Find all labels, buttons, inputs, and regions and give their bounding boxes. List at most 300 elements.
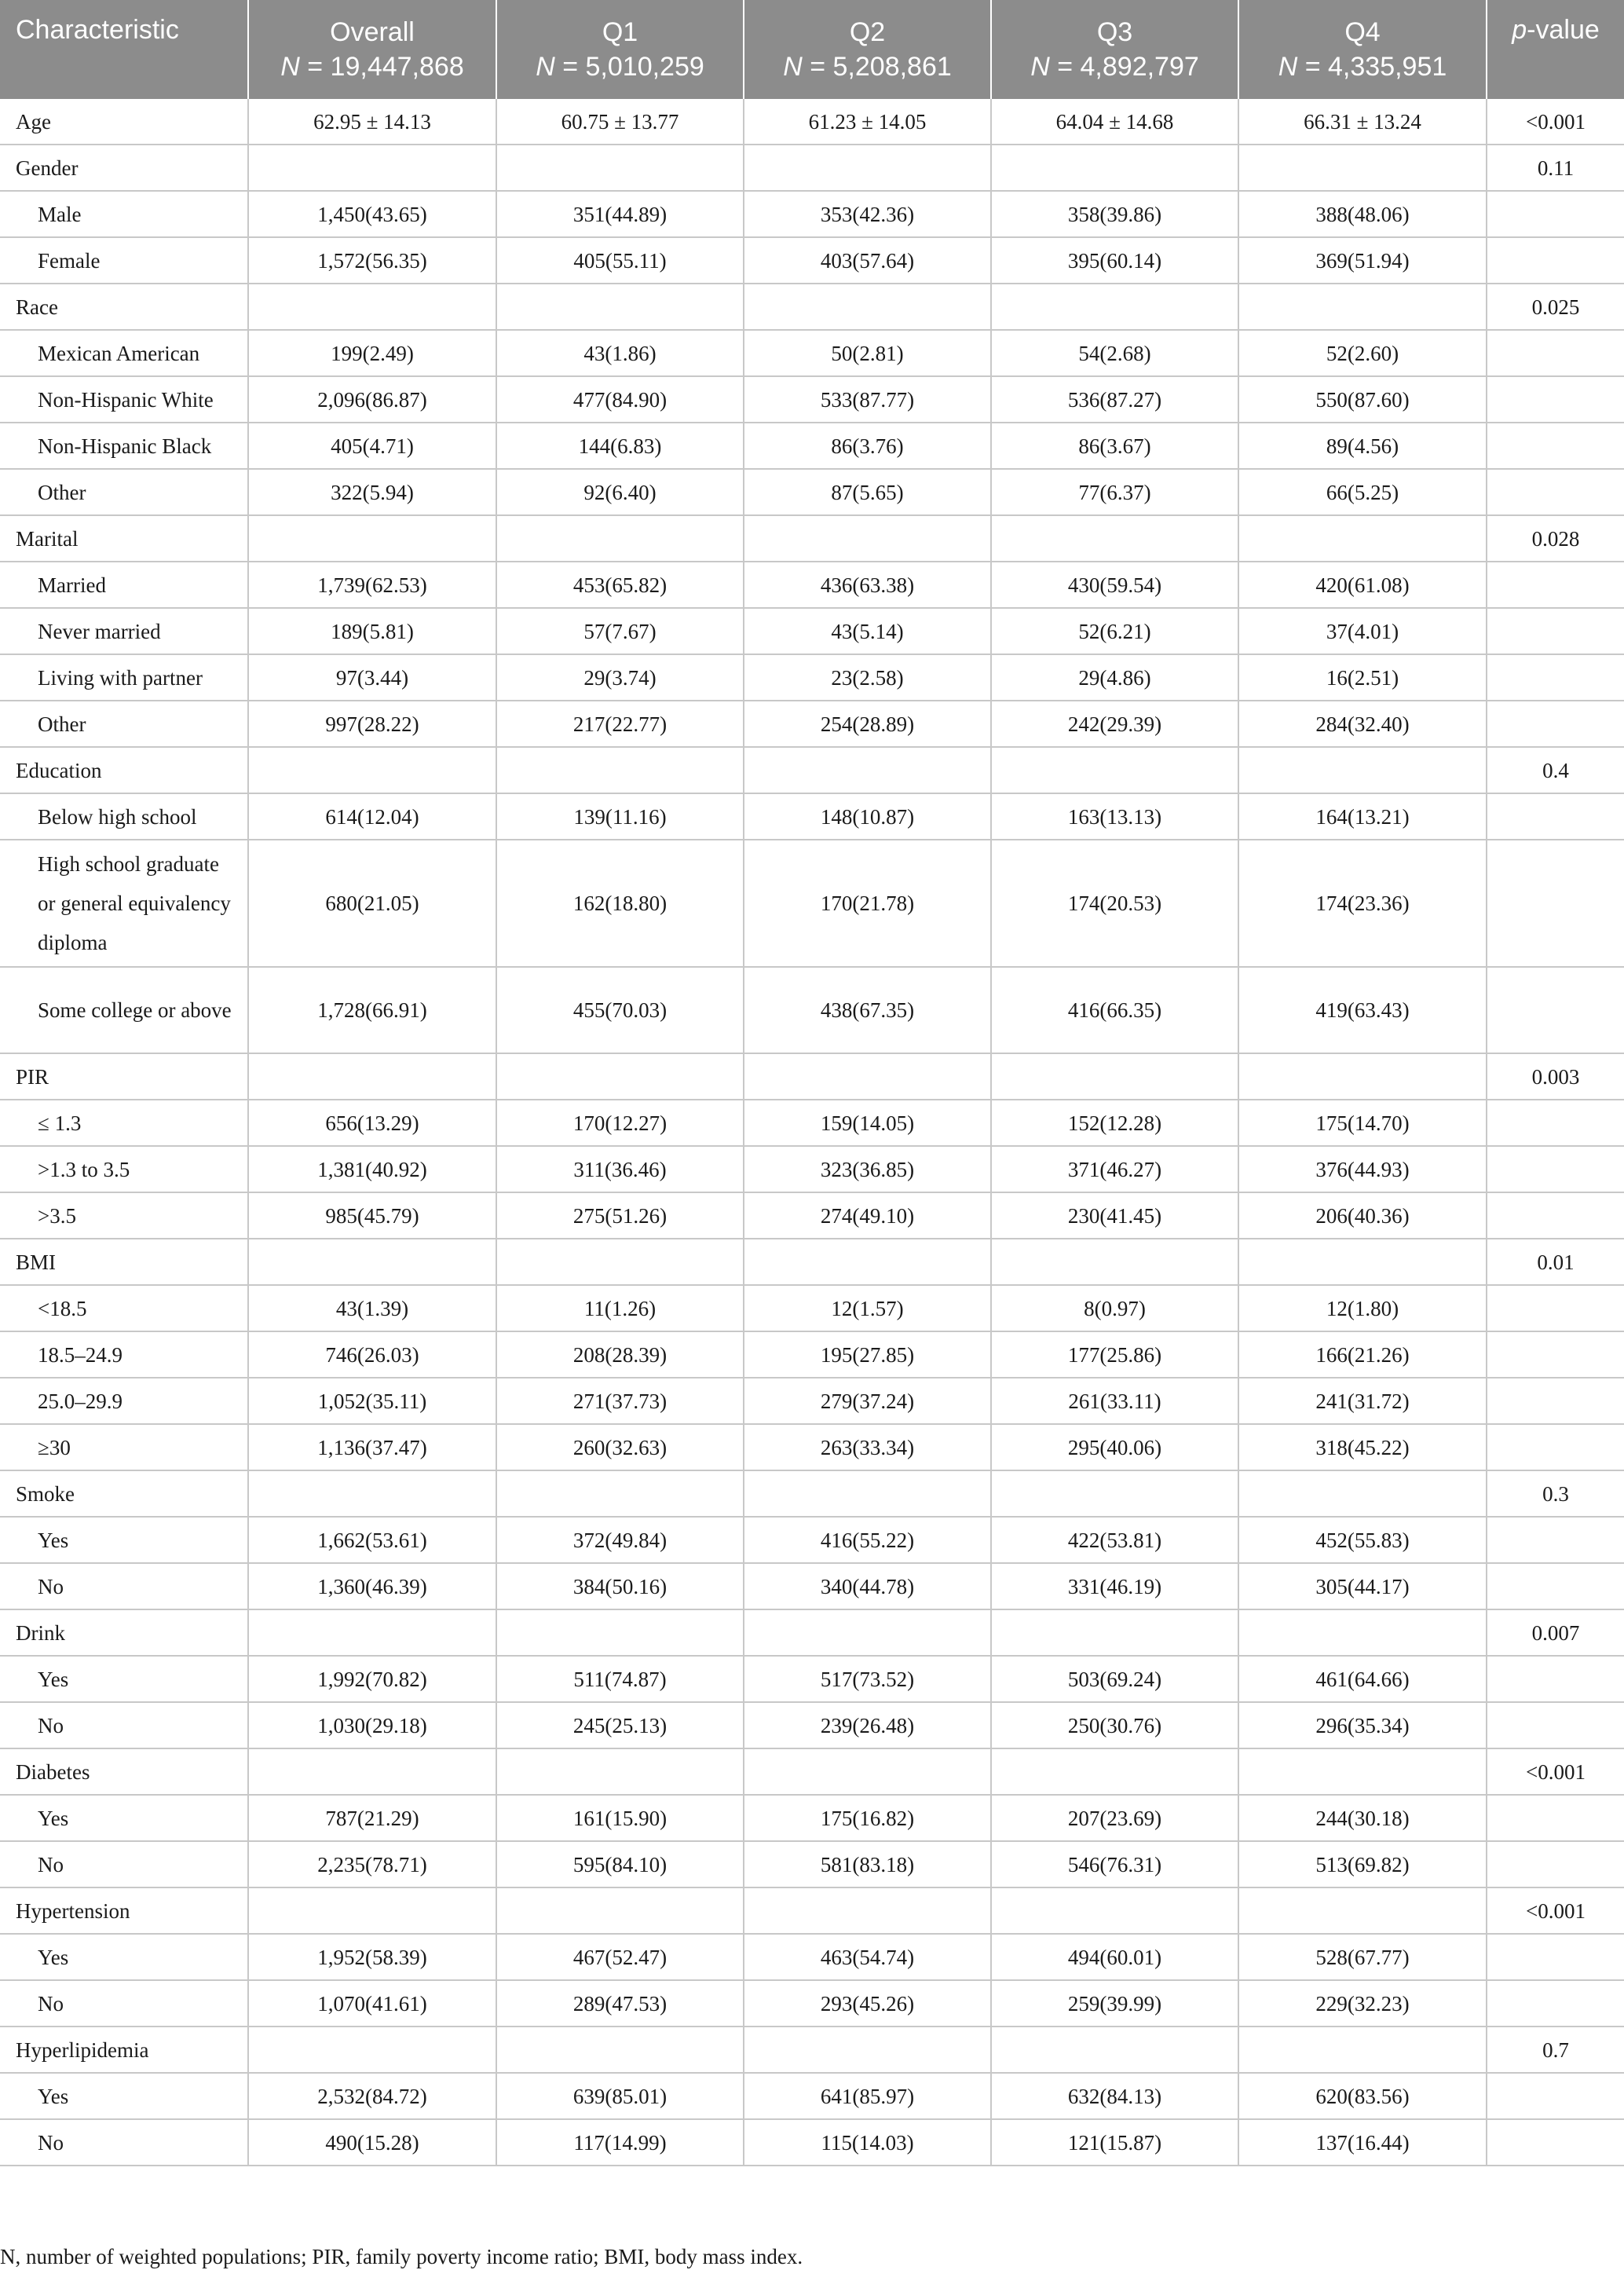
cell-q1: 455(70.03) <box>496 967 744 1053</box>
cell-p-value <box>1487 2073 1624 2119</box>
cell-q4: 296(35.34) <box>1238 1702 1487 1748</box>
cell-p-value: 0.4 <box>1487 747 1624 793</box>
cell-overall <box>248 1053 496 1100</box>
cell-p-value <box>1487 654 1624 701</box>
cell-p-value: <0.001 <box>1487 1748 1624 1795</box>
table-row-subcategory <box>0 967 1624 1053</box>
cell-q4: 419(63.43) <box>1238 967 1487 1053</box>
cell-q2: 463(54.74) <box>744 1934 991 1980</box>
cell-overall: 614(12.04) <box>248 793 496 840</box>
table-footnote: N, number of weighted populations; PIR, family poverty income ratio; BMI, body mass index. <box>0 2245 803 2268</box>
table-row-category <box>0 747 1624 793</box>
cell-p-value: 0.3 <box>1487 1470 1624 1517</box>
cell-p-value <box>1487 1146 1624 1192</box>
cell-p-value <box>1487 1934 1624 1980</box>
cell-q1: 372(49.84) <box>496 1517 744 1563</box>
cell-p-value <box>1487 330 1624 376</box>
cell-q1: 161(15.90) <box>496 1795 744 1841</box>
cell-p-value: 0.01 <box>1487 1239 1624 1285</box>
cell-q1: 11(1.26) <box>496 1285 744 1331</box>
cell-p-value <box>1487 1656 1624 1702</box>
cell-q2 <box>744 1887 991 1934</box>
cell-q1: 217(22.77) <box>496 701 744 747</box>
cell-q4: 318(45.22) <box>1238 1424 1487 1470</box>
header-p-value <box>1487 0 1624 99</box>
row-label: ≤ 1.3 <box>0 1100 248 1146</box>
table-row-subcategory <box>0 1934 1624 1980</box>
cell-q2: 115(14.03) <box>744 2119 991 2166</box>
row-label: Below high school <box>0 793 248 840</box>
cell-q2: 403(57.64) <box>744 237 991 284</box>
cell-q3: 632(84.13) <box>991 2073 1238 2119</box>
cell-q4: 229(32.23) <box>1238 1980 1487 2027</box>
cell-overall: 322(5.94) <box>248 469 496 515</box>
cell-q2 <box>744 1470 991 1517</box>
row-label: Age <box>0 99 248 145</box>
row-label: BMI <box>0 1239 248 1285</box>
cell-q1: 271(37.73) <box>496 1378 744 1424</box>
cell-q2: 340(44.78) <box>744 1563 991 1609</box>
cell-q2: 438(67.35) <box>744 967 991 1053</box>
cell-q3: 86(3.67) <box>991 423 1238 469</box>
cell-q3: 395(60.14) <box>991 237 1238 284</box>
table-row-subcategory <box>0 1517 1624 1563</box>
cell-q3: 152(12.28) <box>991 1100 1238 1146</box>
cell-q3: 64.04 ± 14.68 <box>991 99 1238 145</box>
table-row-subcategory <box>0 701 1624 747</box>
cell-p-value <box>1487 1424 1624 1470</box>
row-label: Gender <box>0 145 248 191</box>
row-label: Yes <box>0 1656 248 1702</box>
cell-q4 <box>1238 1887 1487 1934</box>
row-label: Hyperlipidemia <box>0 2027 248 2073</box>
cell-q2: 353(42.36) <box>744 191 991 237</box>
row-label: >3.5 <box>0 1192 248 1239</box>
cell-q3 <box>991 1748 1238 1795</box>
table-row-subcategory <box>0 423 1624 469</box>
table-row-subcategory <box>0 1100 1624 1146</box>
cell-q2: 87(5.65) <box>744 469 991 515</box>
cell-q4: 37(4.01) <box>1238 608 1487 654</box>
row-label: Female <box>0 237 248 284</box>
cell-q1: 477(84.90) <box>496 376 744 423</box>
cell-q3: 416(66.35) <box>991 967 1238 1053</box>
cell-p-value <box>1487 1563 1624 1609</box>
row-label: Mexican American <box>0 330 248 376</box>
cell-overall: 1,728(66.91) <box>248 967 496 1053</box>
table-row-subcategory <box>0 1424 1624 1470</box>
cell-overall: 1,136(37.47) <box>248 1424 496 1470</box>
cell-q4: 137(16.44) <box>1238 2119 1487 2166</box>
table-row-category <box>0 1887 1624 1934</box>
cell-q3: 52(6.21) <box>991 608 1238 654</box>
cell-overall: 97(3.44) <box>248 654 496 701</box>
cell-q3: 174(20.53) <box>991 840 1238 967</box>
cell-q1 <box>496 1887 744 1934</box>
cell-q2: 148(10.87) <box>744 793 991 840</box>
cell-q3 <box>991 1609 1238 1656</box>
cell-q3: 77(6.37) <box>991 469 1238 515</box>
table-row-category <box>0 1609 1624 1656</box>
cell-overall: 405(4.71) <box>248 423 496 469</box>
table-row-subcategory <box>0 840 1624 967</box>
cell-q1 <box>496 1053 744 1100</box>
cell-p-value: 0.007 <box>1487 1609 1624 1656</box>
cell-q1: 57(7.67) <box>496 608 744 654</box>
table-row-category <box>0 145 1624 191</box>
cell-q4: 52(2.60) <box>1238 330 1487 376</box>
row-label: Non-Hispanic White <box>0 376 248 423</box>
cell-overall: 1,739(62.53) <box>248 562 496 608</box>
cell-q2: 279(37.24) <box>744 1378 991 1424</box>
cell-p-value <box>1487 1517 1624 1563</box>
cell-overall <box>248 1609 496 1656</box>
row-label: Diabetes <box>0 1748 248 1795</box>
row-label: Yes <box>0 2073 248 2119</box>
cell-q3: 546(76.31) <box>991 1841 1238 1887</box>
cell-q4 <box>1238 284 1487 330</box>
table-row-subcategory <box>0 1980 1624 2027</box>
cell-q4: 305(44.17) <box>1238 1563 1487 1609</box>
row-label: Race <box>0 284 248 330</box>
cell-q3: 371(46.27) <box>991 1146 1238 1192</box>
cell-q2: 581(83.18) <box>744 1841 991 1887</box>
cell-q4: 452(55.83) <box>1238 1517 1487 1563</box>
cell-q1: 117(14.99) <box>496 2119 744 2166</box>
cell-q3: 29(4.86) <box>991 654 1238 701</box>
header-overall <box>248 0 496 99</box>
header-overall-n: N = 19,447,868 <box>280 52 464 82</box>
cell-q4 <box>1238 1470 1487 1517</box>
cell-q4: 16(2.51) <box>1238 654 1487 701</box>
cell-q1: 311(36.46) <box>496 1146 744 1192</box>
cell-q4: 620(83.56) <box>1238 2073 1487 2119</box>
row-label: Hypertension <box>0 1887 248 1934</box>
cell-q1 <box>496 284 744 330</box>
cell-q2: 274(49.10) <box>744 1192 991 1239</box>
table-row-subcategory <box>0 2073 1624 2119</box>
cell-p-value <box>1487 701 1624 747</box>
cell-q1: 43(1.86) <box>496 330 744 376</box>
cell-q4: 388(48.06) <box>1238 191 1487 237</box>
header-q3-title: Q3 <box>1096 17 1133 47</box>
table-body <box>0 99 1624 2166</box>
cell-q4: 550(87.60) <box>1238 376 1487 423</box>
cell-q2: 23(2.58) <box>744 654 991 701</box>
cell-q1 <box>496 1609 744 1656</box>
cell-q2 <box>744 284 991 330</box>
cell-q2: 416(55.22) <box>744 1517 991 1563</box>
cell-q3: 261(33.11) <box>991 1378 1238 1424</box>
row-label: Male <box>0 191 248 237</box>
cell-q3: 163(13.13) <box>991 793 1238 840</box>
cell-p-value: <0.001 <box>1487 1887 1624 1934</box>
cell-q2: 293(45.26) <box>744 1980 991 2027</box>
cell-q4: 420(61.08) <box>1238 562 1487 608</box>
table-row-category <box>0 2027 1624 2073</box>
table-row-category <box>0 284 1624 330</box>
cell-q4: 376(44.93) <box>1238 1146 1487 1192</box>
header-q4 <box>1238 0 1487 99</box>
cell-q2: 175(16.82) <box>744 1795 991 1841</box>
cell-q4: 174(23.36) <box>1238 840 1487 967</box>
cell-q3 <box>991 2027 1238 2073</box>
cell-overall: 787(21.29) <box>248 1795 496 1841</box>
cell-q4: 513(69.82) <box>1238 1841 1487 1887</box>
cell-q2 <box>744 515 991 562</box>
cell-p-value <box>1487 608 1624 654</box>
cell-q4: 89(4.56) <box>1238 423 1487 469</box>
cell-q3: 259(39.99) <box>991 1980 1238 2027</box>
cell-q3: 422(53.81) <box>991 1517 1238 1563</box>
cell-q1: 260(32.63) <box>496 1424 744 1470</box>
table-row-category <box>0 99 1624 145</box>
header-p-rest: -value <box>1527 15 1600 45</box>
row-label: Yes <box>0 1934 248 1980</box>
cell-q3: 230(41.45) <box>991 1192 1238 1239</box>
cell-q1: 289(47.53) <box>496 1980 744 2027</box>
cell-q3 <box>991 1053 1238 1100</box>
table-row-subcategory <box>0 1795 1624 1841</box>
row-label: No <box>0 1841 248 1887</box>
cell-p-value <box>1487 2119 1624 2166</box>
cell-q1: 275(51.26) <box>496 1192 744 1239</box>
cell-q1: 208(28.39) <box>496 1331 744 1378</box>
row-label: No <box>0 1702 248 1748</box>
cell-p-value <box>1487 793 1624 840</box>
cell-q2 <box>744 1239 991 1285</box>
cell-q4: 369(51.94) <box>1238 237 1487 284</box>
row-label: <18.5 <box>0 1285 248 1331</box>
cell-q3: 207(23.69) <box>991 1795 1238 1841</box>
cell-q4 <box>1238 2027 1487 2073</box>
cell-q1: 162(18.80) <box>496 840 744 967</box>
cell-overall <box>248 2027 496 2073</box>
cell-p-value: 0.028 <box>1487 515 1624 562</box>
cell-q4 <box>1238 1609 1487 1656</box>
cell-q3: 250(30.76) <box>991 1702 1238 1748</box>
cell-q4: 175(14.70) <box>1238 1100 1487 1146</box>
table-row-subcategory <box>0 2119 1624 2166</box>
cell-p-value <box>1487 1702 1624 1748</box>
cell-overall: 1,992(70.82) <box>248 1656 496 1702</box>
cell-q3: 503(69.24) <box>991 1656 1238 1702</box>
cell-p-value: 0.025 <box>1487 284 1624 330</box>
cell-q2 <box>744 1053 991 1100</box>
table-row-category <box>0 1053 1624 1100</box>
row-label: Married <box>0 562 248 608</box>
cell-p-value <box>1487 1980 1624 2027</box>
cell-p-value: 0.003 <box>1487 1053 1624 1100</box>
cell-overall <box>248 747 496 793</box>
header-q2-n: N = 5,208,861 <box>783 52 952 82</box>
cell-overall <box>248 1470 496 1517</box>
header-overall-title: Overall <box>330 17 415 47</box>
cell-overall <box>248 1748 496 1795</box>
cell-q4 <box>1238 1053 1487 1100</box>
cell-q1 <box>496 2027 744 2073</box>
cell-overall: 1,030(29.18) <box>248 1702 496 1748</box>
cell-overall: 2,532(84.72) <box>248 2073 496 2119</box>
header-q2-title: Q2 <box>849 17 886 47</box>
cell-q3 <box>991 145 1238 191</box>
cell-q2: 170(21.78) <box>744 840 991 967</box>
cell-q2: 12(1.57) <box>744 1285 991 1331</box>
cell-p-value <box>1487 967 1624 1053</box>
cell-q4: 206(40.36) <box>1238 1192 1487 1239</box>
cell-overall <box>248 145 496 191</box>
cell-q2 <box>744 2027 991 2073</box>
cell-p-value <box>1487 1378 1624 1424</box>
cell-q1: 405(55.11) <box>496 237 744 284</box>
cell-q4 <box>1238 145 1487 191</box>
cell-q2: 43(5.14) <box>744 608 991 654</box>
cell-p-value <box>1487 1795 1624 1841</box>
cell-q4: 244(30.18) <box>1238 1795 1487 1841</box>
cell-q1: 595(84.10) <box>496 1841 744 1887</box>
cell-q1: 639(85.01) <box>496 2073 744 2119</box>
header-q1-title: Q1 <box>602 17 638 47</box>
cell-overall: 1,662(53.61) <box>248 1517 496 1563</box>
cell-q3: 121(15.87) <box>991 2119 1238 2166</box>
cell-overall: 1,360(46.39) <box>248 1563 496 1609</box>
table-row-subcategory <box>0 1702 1624 1748</box>
cell-q3 <box>991 1470 1238 1517</box>
cell-q2: 86(3.76) <box>744 423 991 469</box>
header-p-italic: p <box>1512 15 1527 45</box>
cell-q1 <box>496 1748 744 1795</box>
cell-q1: 60.75 ± 13.77 <box>496 99 744 145</box>
cell-q2: 61.23 ± 14.05 <box>744 99 991 145</box>
cell-q2: 159(14.05) <box>744 1100 991 1146</box>
cell-overall: 1,450(43.65) <box>248 191 496 237</box>
cell-overall: 199(2.49) <box>248 330 496 376</box>
cell-overall: 1,952(58.39) <box>248 1934 496 1980</box>
cell-q4: 166(21.26) <box>1238 1331 1487 1378</box>
cell-q4: 66(5.25) <box>1238 469 1487 515</box>
cell-p-value <box>1487 191 1624 237</box>
row-label: Yes <box>0 1795 248 1841</box>
table-row-subcategory <box>0 654 1624 701</box>
cell-overall: 2,235(78.71) <box>248 1841 496 1887</box>
cell-q2 <box>744 1609 991 1656</box>
cell-q2: 641(85.97) <box>744 2073 991 2119</box>
cell-p-value: 0.7 <box>1487 2027 1624 2073</box>
table-row-category <box>0 1748 1624 1795</box>
cell-overall: 1,572(56.35) <box>248 237 496 284</box>
table-row-subcategory <box>0 608 1624 654</box>
table-row-subcategory <box>0 1192 1624 1239</box>
cell-q3: 295(40.06) <box>991 1424 1238 1470</box>
row-label: ≥30 <box>0 1424 248 1470</box>
header-q1-n: N = 5,010,259 <box>536 52 704 82</box>
cell-q3 <box>991 1239 1238 1285</box>
table-row-subcategory <box>0 1656 1624 1702</box>
cell-q1: 29(3.74) <box>496 654 744 701</box>
table-row-subcategory <box>0 1378 1624 1424</box>
cell-q2: 254(28.89) <box>744 701 991 747</box>
row-label: Education <box>0 747 248 793</box>
cell-q3: 242(29.39) <box>991 701 1238 747</box>
table-row-subcategory <box>0 330 1624 376</box>
cell-q1 <box>496 145 744 191</box>
cell-overall: 62.95 ± 14.13 <box>248 99 496 145</box>
cell-q4 <box>1238 515 1487 562</box>
cell-q2: 263(33.34) <box>744 1424 991 1470</box>
cell-q4: 528(67.77) <box>1238 1934 1487 1980</box>
cell-overall: 1,070(41.61) <box>248 1980 496 2027</box>
cell-q4 <box>1238 1239 1487 1285</box>
cell-p-value <box>1487 423 1624 469</box>
cell-q3: 177(25.86) <box>991 1331 1238 1378</box>
row-label: Other <box>0 469 248 515</box>
cell-p-value <box>1487 1331 1624 1378</box>
cell-q2 <box>744 747 991 793</box>
table-row-subcategory <box>0 1331 1624 1378</box>
cell-q3 <box>991 747 1238 793</box>
cell-q1: 384(50.16) <box>496 1563 744 1609</box>
cell-q2: 239(26.48) <box>744 1702 991 1748</box>
cell-q1 <box>496 1470 744 1517</box>
row-label: Drink <box>0 1609 248 1656</box>
row-label: 25.0–29.9 <box>0 1378 248 1424</box>
cell-q3: 536(87.27) <box>991 376 1238 423</box>
cell-overall: 490(15.28) <box>248 2119 496 2166</box>
cell-overall <box>248 1239 496 1285</box>
row-label: No <box>0 2119 248 2166</box>
row-label: Smoke <box>0 1470 248 1517</box>
cell-overall: 656(13.29) <box>248 1100 496 1146</box>
row-label: Living with partner <box>0 654 248 701</box>
row-label: Non-Hispanic Black <box>0 423 248 469</box>
cell-overall: 1,381(40.92) <box>248 1146 496 1192</box>
cell-q4: 284(32.40) <box>1238 701 1487 747</box>
cell-q1 <box>496 747 744 793</box>
table-row-subcategory <box>0 1841 1624 1887</box>
cell-q2: 436(63.38) <box>744 562 991 608</box>
cell-q3: 331(46.19) <box>991 1563 1238 1609</box>
cell-q1: 245(25.13) <box>496 1702 744 1748</box>
header-row <box>0 0 1624 99</box>
cell-q4: 12(1.80) <box>1238 1285 1487 1331</box>
row-label: Other <box>0 701 248 747</box>
cell-q1: 170(12.27) <box>496 1100 744 1146</box>
row-label: >1.3 to 3.5 <box>0 1146 248 1192</box>
header-q1 <box>496 0 744 99</box>
table-row-subcategory <box>0 469 1624 515</box>
row-label: 18.5–24.9 <box>0 1331 248 1378</box>
table-row-subcategory <box>0 1563 1624 1609</box>
table-row-subcategory <box>0 1146 1624 1192</box>
cell-p-value: 0.11 <box>1487 145 1624 191</box>
table-row-subcategory <box>0 793 1624 840</box>
cell-q1: 453(65.82) <box>496 562 744 608</box>
table-header <box>0 0 1624 99</box>
row-label: High school graduate or general equivalency diploma <box>0 840 248 967</box>
table-row-category <box>0 1470 1624 1517</box>
cell-p-value <box>1487 840 1624 967</box>
cell-p-value <box>1487 1100 1624 1146</box>
row-label: Yes <box>0 1517 248 1563</box>
table-row-subcategory <box>0 1285 1624 1331</box>
cell-q3: 8(0.97) <box>991 1285 1238 1331</box>
table-row-subcategory <box>0 376 1624 423</box>
cell-q2: 195(27.85) <box>744 1331 991 1378</box>
cell-p-value <box>1487 469 1624 515</box>
cell-q3: 430(59.54) <box>991 562 1238 608</box>
row-label: PIR <box>0 1053 248 1100</box>
cell-overall <box>248 1887 496 1934</box>
